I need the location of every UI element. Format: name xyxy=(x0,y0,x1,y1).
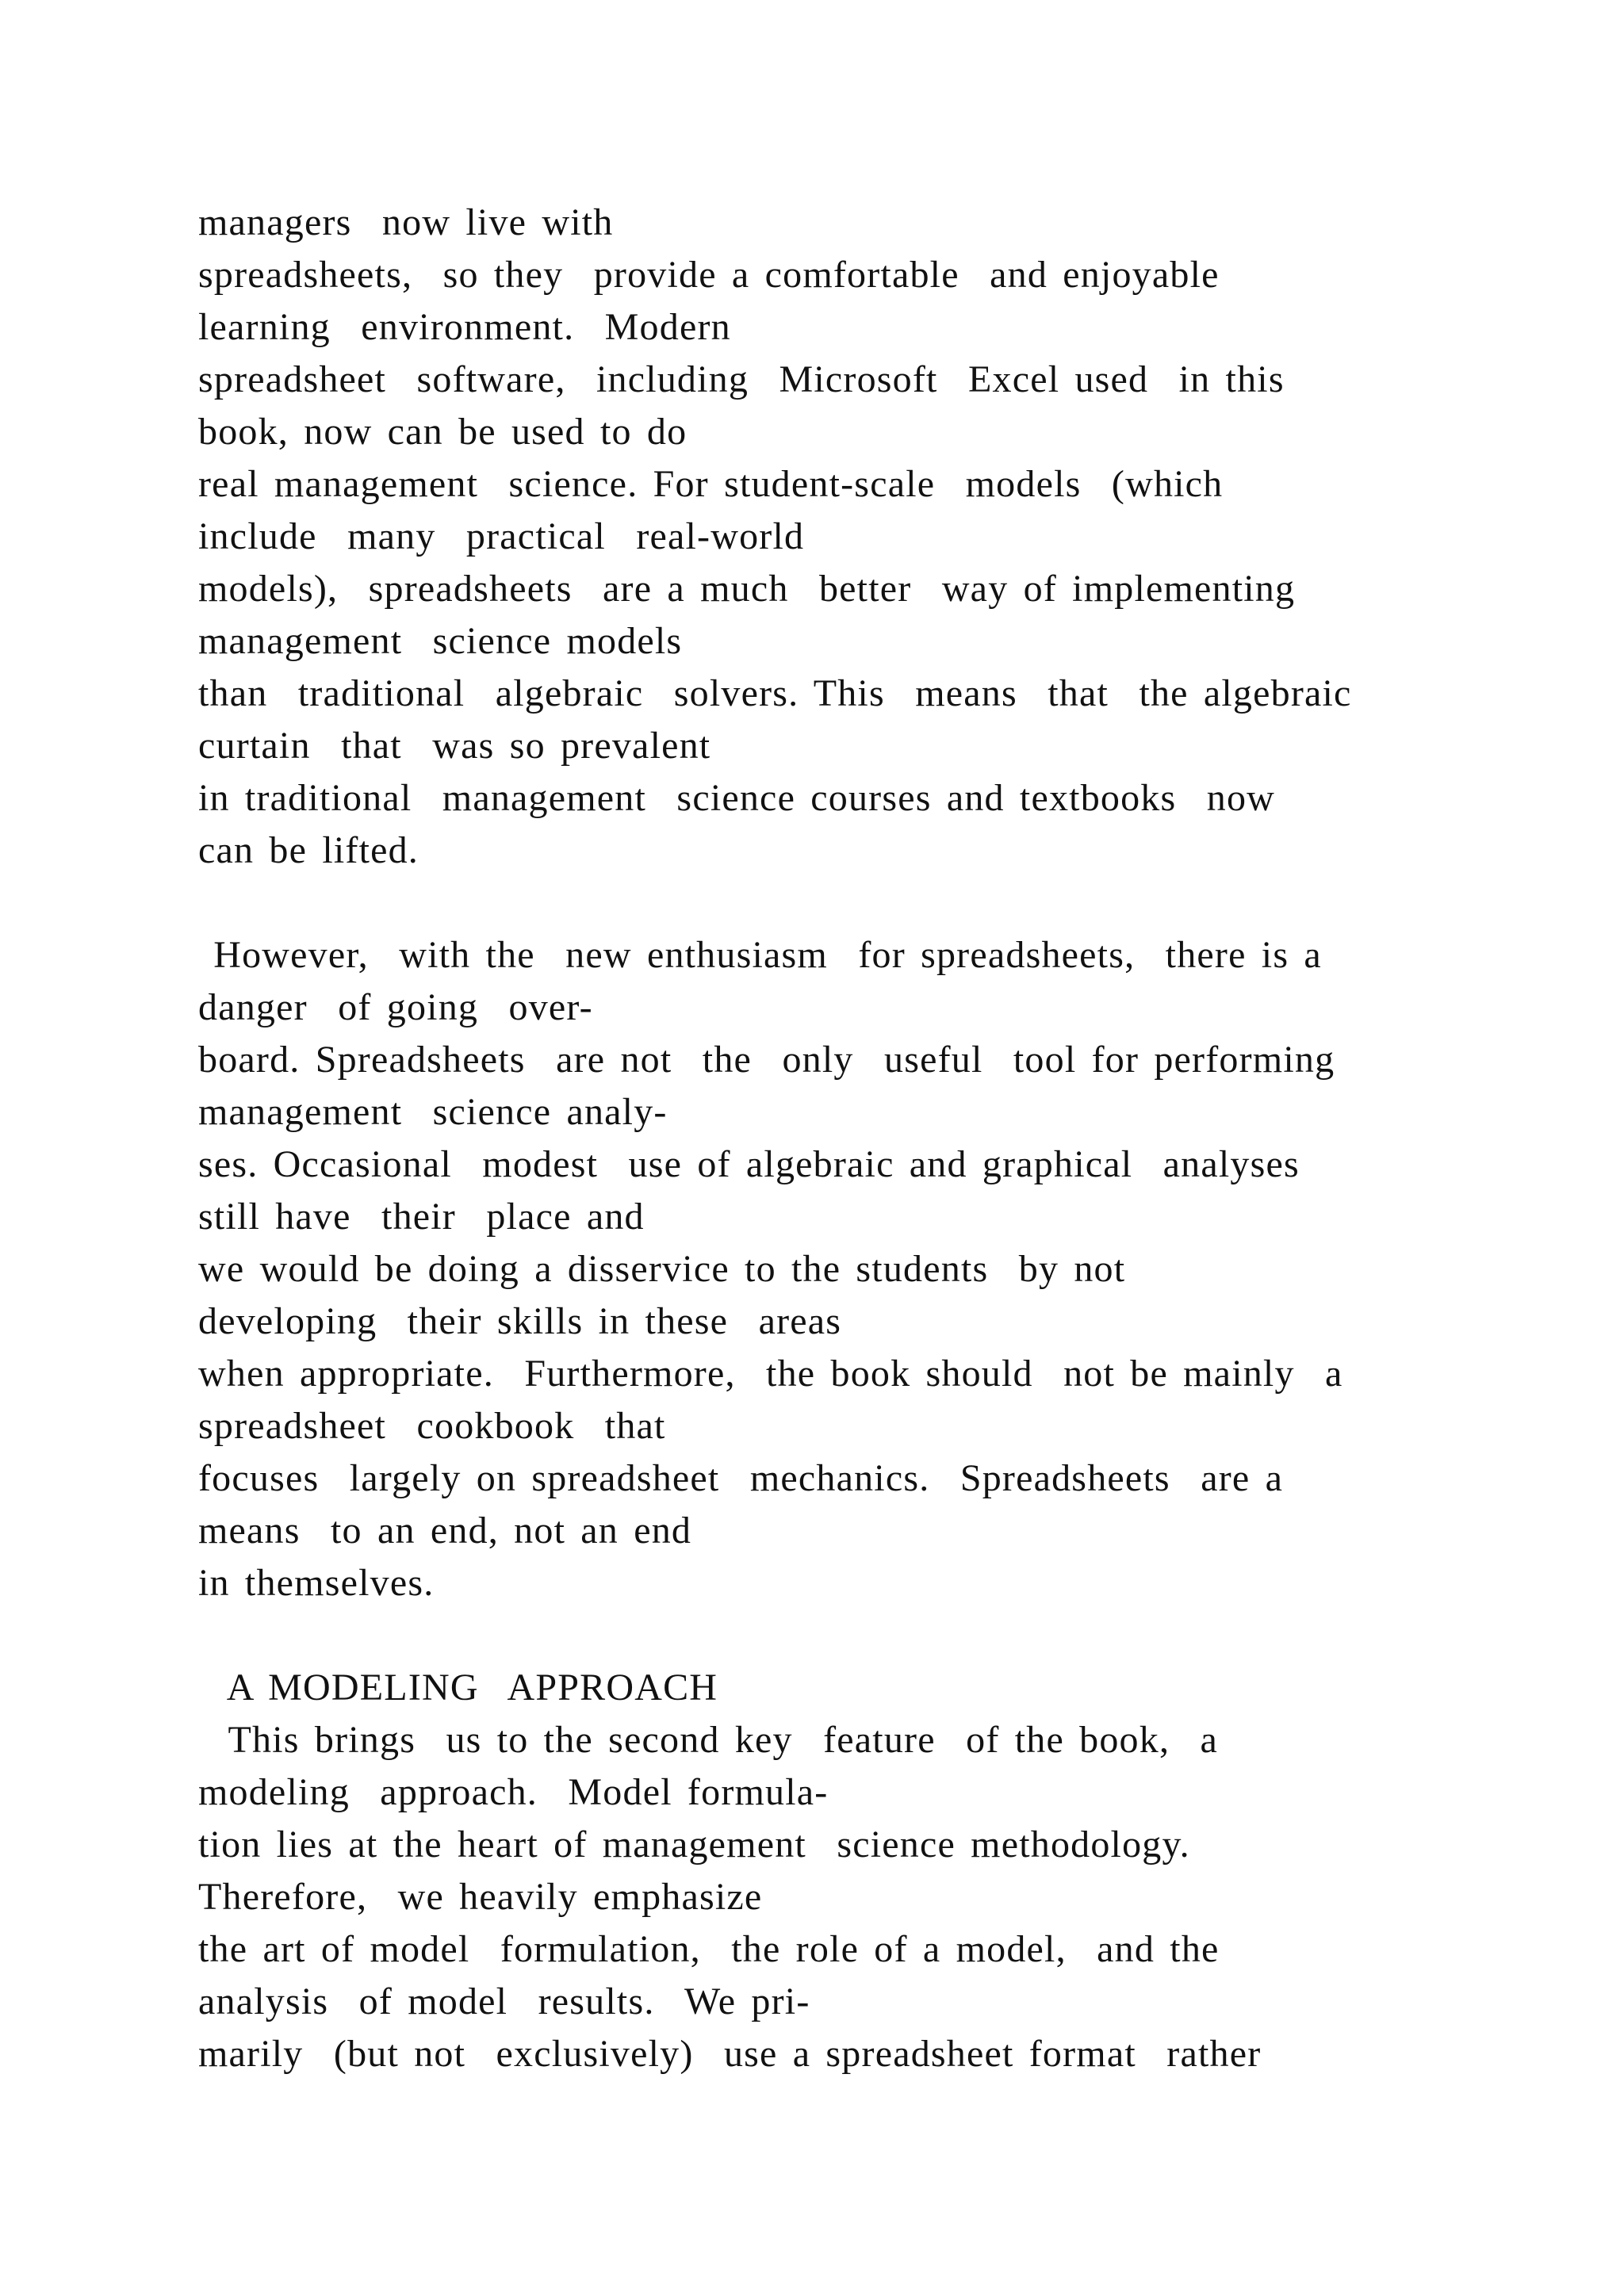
text-line: marily (but not exclusively) use a spreadsheet format rather xyxy=(198,2033,1262,2075)
text-line: spreadsheet software, including Microsoft Excel used in this xyxy=(198,358,1285,400)
section-heading: A MODELING APPROACH xyxy=(198,1667,718,1709)
text-line: developing their skills in these areas xyxy=(198,1300,842,1342)
text-line: the art of model formulation, the role of a model, and the xyxy=(198,1928,1220,1970)
text-line: curtain that was so prevalent xyxy=(198,725,711,767)
text-line: in themselves. xyxy=(198,1562,435,1604)
text-line: spreadsheets, so they provide a comfortable and enjoyable xyxy=(198,254,1220,296)
text-line: danger of going over- xyxy=(198,986,593,1028)
text-line: analysis of model results. We pri- xyxy=(198,1980,810,2022)
text-line: models), spreadsheets are a much better way of implementing xyxy=(198,568,1296,610)
text-line: in traditional management science courses and textbooks now xyxy=(198,777,1276,819)
text-line: management science analy- xyxy=(198,1091,668,1133)
text-line: learning environment. Modern xyxy=(198,306,731,348)
text-line: still have their place and xyxy=(198,1196,645,1238)
text-line: modeling approach. Model formula- xyxy=(198,1771,829,1813)
text-line: board. Spreadsheets are not the only useful tool for performing xyxy=(198,1039,1335,1081)
text-line: means to an end, not an end xyxy=(198,1510,692,1552)
text-line: than traditional algebraic solvers. This means that the algebraic xyxy=(198,672,1352,714)
text-line: we would be doing a disservice to the students by not xyxy=(198,1248,1126,1290)
text-line: book, now can be used to do xyxy=(198,411,688,453)
text-line: tion lies at the heart of management science methodology. xyxy=(198,1823,1190,1866)
text-line: management science models xyxy=(198,620,683,662)
text-line: include many practical real-world xyxy=(198,515,805,557)
text-line: ses. Occasional modest use of algebraic and graphical analyses xyxy=(198,1143,1300,1185)
body-text xyxy=(198,197,1594,2080)
text-line: when appropriate. Furthermore, the book should not be mainly a xyxy=(198,1353,1343,1395)
text-line: focuses largely on spreadsheet mechanics. Spreadsheets are a xyxy=(198,1457,1284,1499)
text-line: real management science. For student-scale models (which xyxy=(198,463,1224,505)
text-line: spreadsheet cookbook that xyxy=(198,1405,666,1447)
blank-line xyxy=(198,1609,1594,1662)
blank-line xyxy=(198,877,1594,929)
text-line: can be lifted. xyxy=(198,829,419,871)
text-line: managers now live with xyxy=(198,201,614,243)
text-line: This brings us to the second key feature of the book, a xyxy=(198,1719,1219,1761)
text-line: Therefore, we heavily emphasize xyxy=(198,1876,763,1918)
text-line: However, with the new enthusiasm for spreadsheets, there is a xyxy=(198,934,1322,976)
